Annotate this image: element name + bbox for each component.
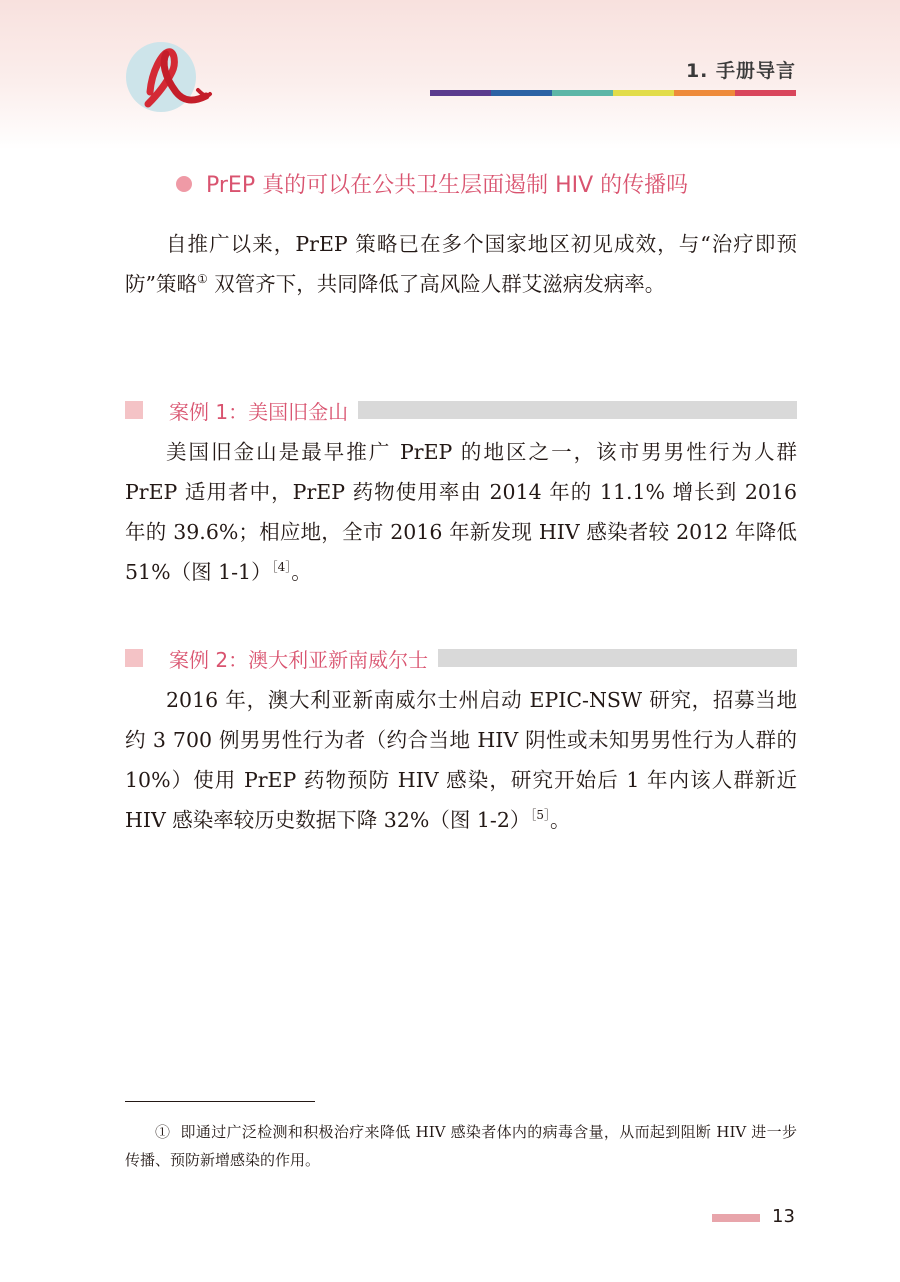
color-segment	[735, 90, 796, 96]
section-heading	[176, 168, 688, 199]
footnote-marker: ①	[155, 1123, 171, 1141]
color-segment	[491, 90, 552, 96]
case2-title-bar	[438, 649, 797, 667]
page-number-bar	[712, 1214, 760, 1222]
case2-paragraph	[125, 680, 797, 840]
intro-text-continued: 双管齐下，共同降低了高风险人群艾滋病发病率。	[207, 272, 666, 296]
color-segment	[674, 90, 735, 96]
case1-text: 美国旧金山是最早推广 PrEP 的地区之一，该市男男性行为人群 PrEP 适用者中，PrEP 药物使用率由 2014 年的 11.1% 增长到 2016 年的 39.6%；相应地，全市 2016 年新发现 HIV 感染者较 2012 年降低 51%（图 1-1）	[125, 440, 797, 584]
color-segment	[430, 90, 491, 96]
section-heading-text: PrEP 真的可以在公共卫生层面遏制 HIV 的传播吗	[206, 173, 689, 198]
case1-title-bar	[358, 401, 797, 419]
intro-text: 自推广以来，PrEP 策略已在多个国家地区初见成效，与“治疗即预防”策略	[125, 232, 797, 296]
footnote-reference[interactable]: ①	[196, 272, 208, 287]
case1-square-marker	[125, 401, 143, 419]
case2-text-end: 。	[550, 808, 571, 832]
chapter-title: 1. 手册导言	[685, 60, 796, 82]
footnote-text: 即通过广泛检测和积极治疗来降低 HIV 感染者体内的病毒含量，从而起到阻断 HIV 进一步传播、预防新增感染的作用。	[125, 1123, 797, 1169]
color-segment	[552, 90, 613, 96]
bullet-dot-icon	[176, 176, 192, 192]
page-number: 13	[772, 1206, 795, 1227]
intro-paragraph	[125, 224, 797, 304]
case1-text-end: 。	[291, 560, 312, 584]
footnote	[125, 1118, 797, 1174]
case1-paragraph	[125, 432, 797, 592]
footnote-divider	[125, 1101, 315, 1102]
case2-square-marker	[125, 649, 143, 667]
citation-reference[interactable]: ［5］	[530, 808, 551, 823]
case2-text: 2016 年，澳大利亚新南威尔士州启动 EPIC-NSW 研究，招募当地约 3 700 例男男性行为者（约合当地 HIV 阴性或未知男男性行为人群的 10%）使用 PrEP 药物预防 HIV 感染，研究开始后 1 年内该人群新近 HIV 感染率较历史数据下降 32%（图 1-2）	[125, 688, 797, 832]
case2-title: 案例 2：澳大利亚新南威尔士	[169, 647, 429, 672]
case2-header	[125, 646, 797, 670]
chapter-color-bar	[430, 90, 796, 96]
red-ribbon-icon	[126, 42, 196, 112]
color-segment	[613, 90, 674, 96]
case1-title: 案例 1：美国旧金山	[169, 399, 349, 424]
citation-reference[interactable]: ［4］	[271, 560, 292, 575]
case1-header	[125, 398, 797, 422]
